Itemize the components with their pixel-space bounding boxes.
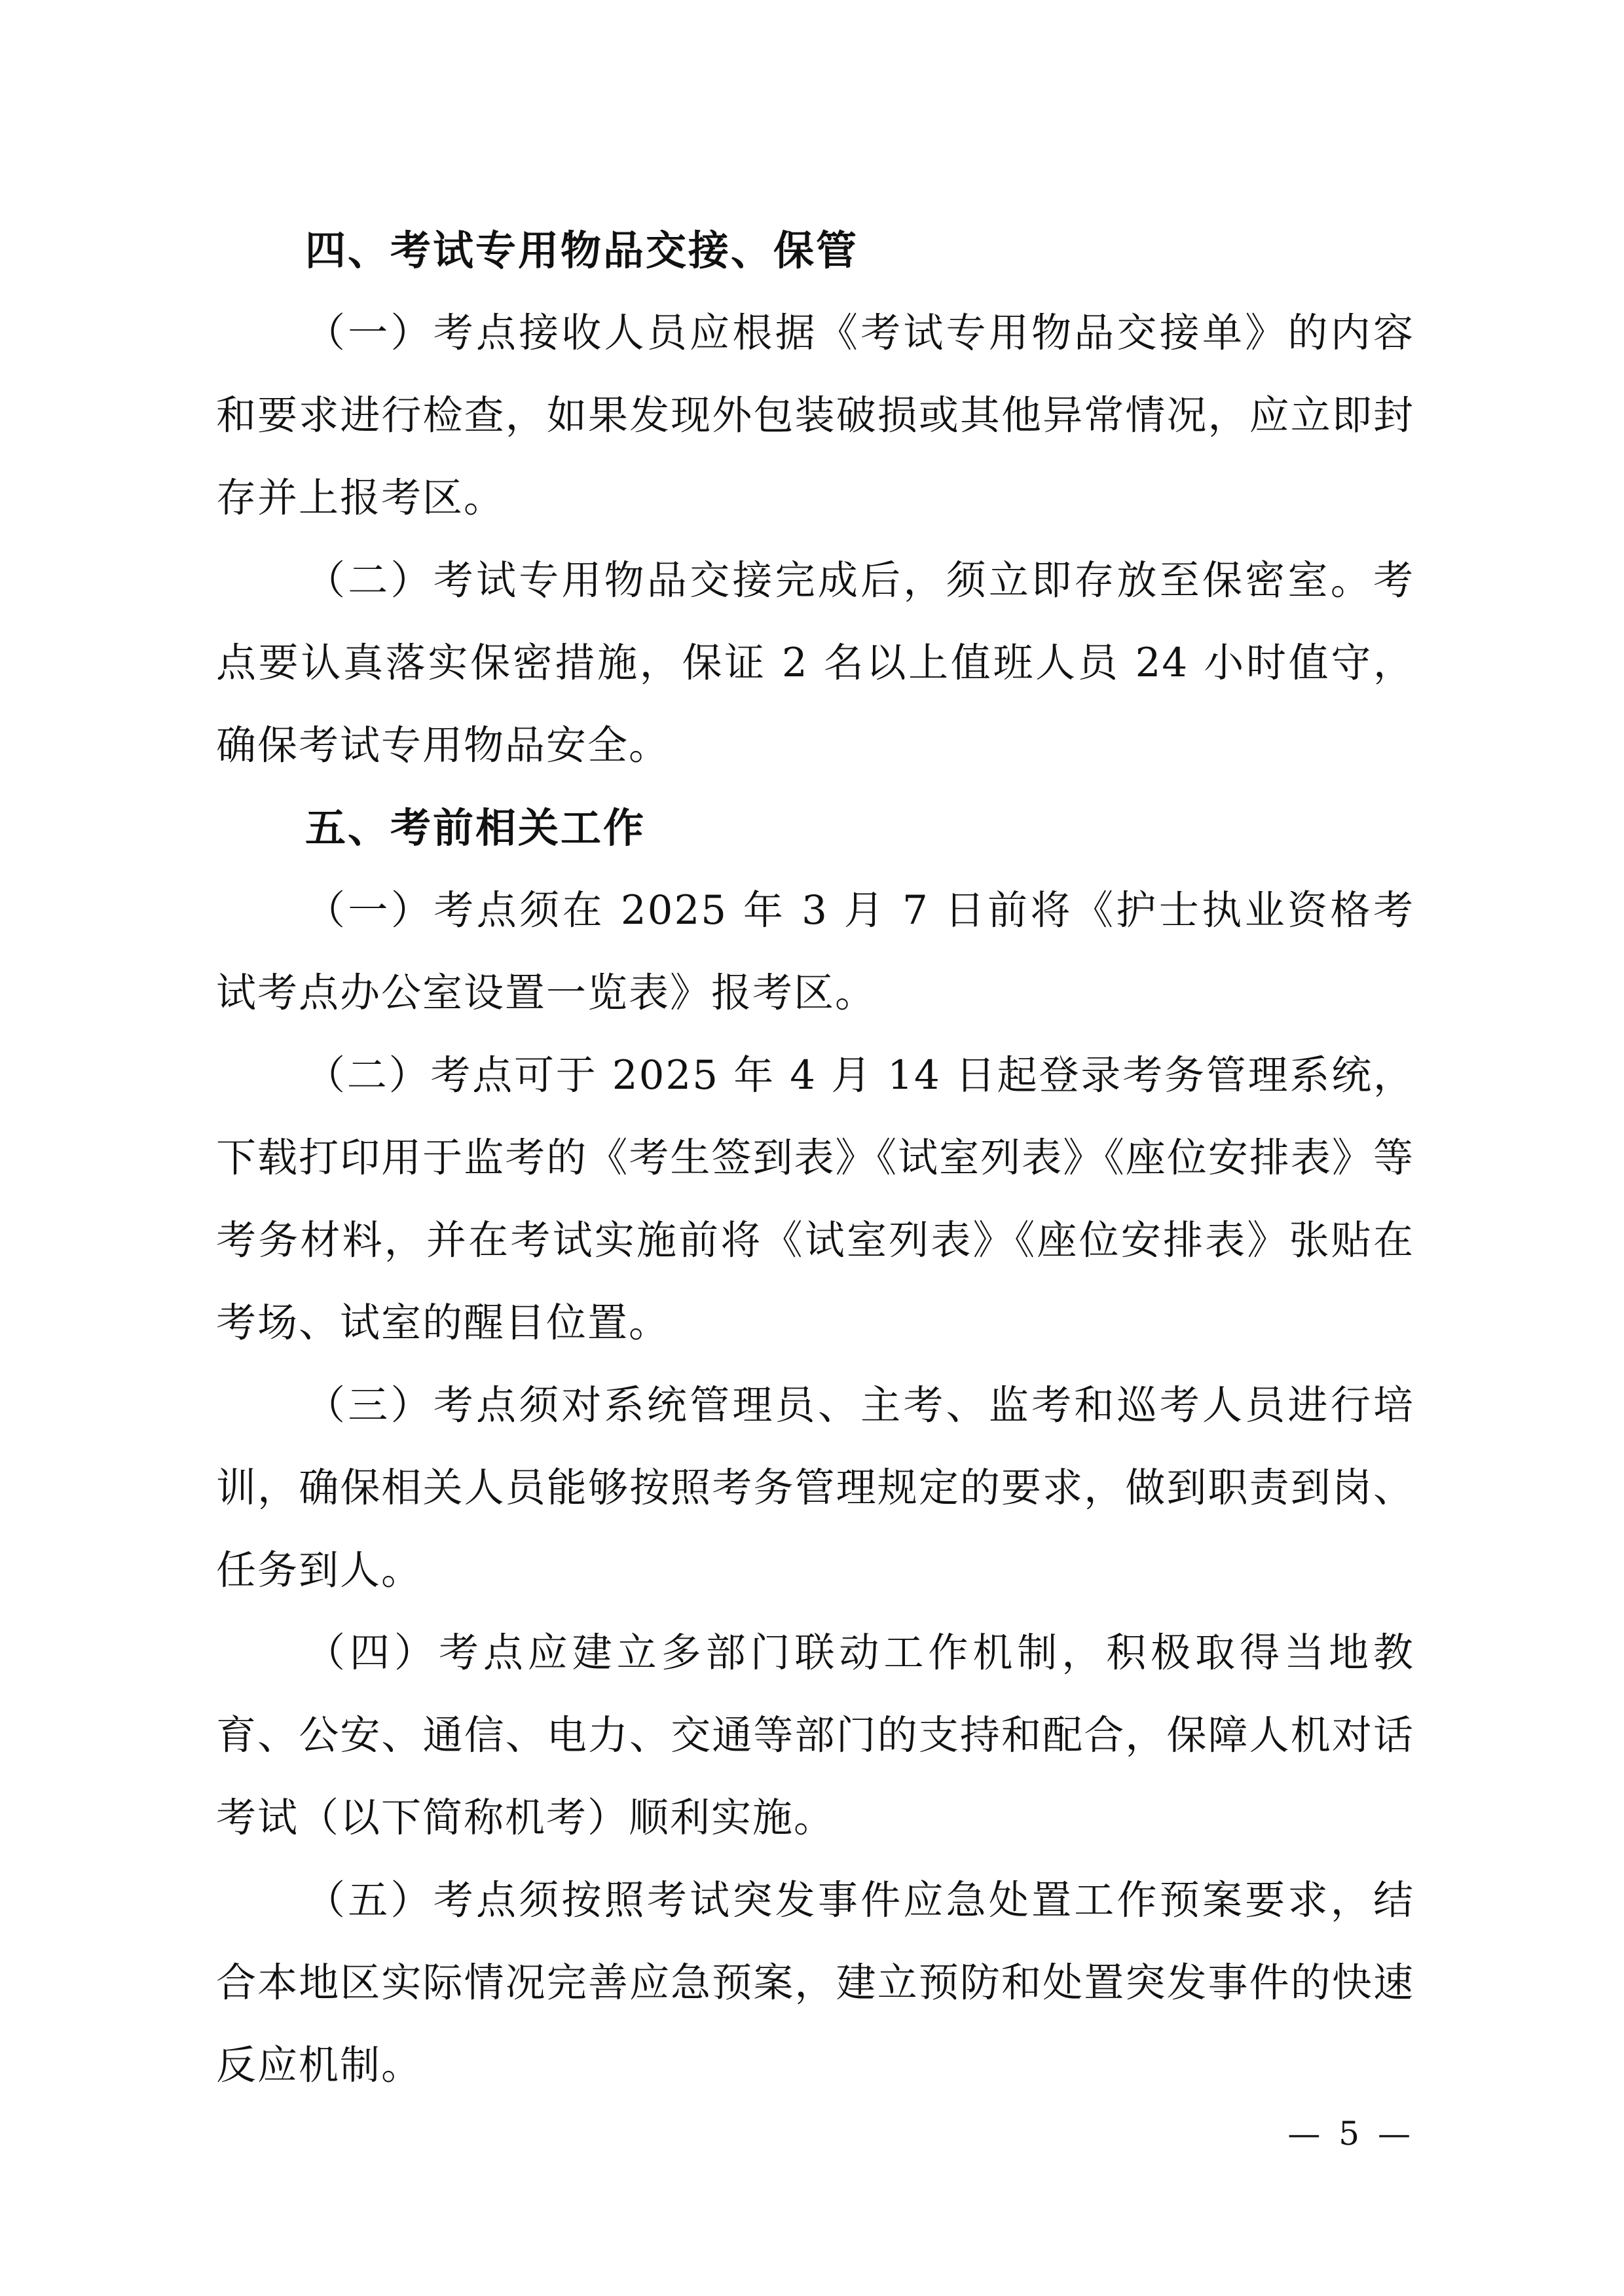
page-number: — 5 — xyxy=(1287,2115,1414,2153)
section-4-paragraph-2: （二）考试专用物品交接完成后，须立即存放至保密室。考点要认真落实保密措施，保证 2 名以上值班人员 24 小时值守，确保考试专用物品安全。 xyxy=(216,557,1414,769)
section-5-heading: 五、考前相关工作 xyxy=(305,804,646,852)
section-5-paragraph-1: （一）考点须在 2025 年 3 月 7 日前将《护士执业资格考试考点办公室设置一览表》报考区。 xyxy=(216,887,1414,1016)
section-5-paragraph-2: （二）考点可于 2025 年 4 月 14 日起登录考务管理系统，下载打印用于监考的《考生签到表》《试室列表》《座位安排表》等考务材料，并在考试实施前将《试室列表》《座位安排表》张贴在考场、试室的醒目位置。 xyxy=(216,1052,1414,1346)
section-5-paragraph-4: （四）考点应建立多部门联动工作机制，积极取得当地教育、公安、通信、电力、交通等部门的支持和配合，保障人机对话考试（以下简称机考）顺利实施。 xyxy=(216,1630,1414,1841)
section-4-paragraph-1: （一）考点接收人员应根据《考试专用物品交接单》的内容和要求进行检查，如果发现外包装破损或其他异常情况，应立即封存并上报考区。 xyxy=(216,310,1414,521)
section-5-paragraph-5: （五）考点须按照考试突发事件应急处置工作预案要求，结合本地区实际情况完善应急预案，建立预防和处置突发事件的快速反应机制。 xyxy=(216,1877,1414,2088)
section-5-paragraph-3: （三）考点须对系统管理员、主考、监考和巡考人员进行培训，确保相关人员能够按照考务管理规定的要求，做到职责到岗、任务到人。 xyxy=(216,1382,1414,1594)
section-4-heading: 四、考试专用物品交接、保管 xyxy=(305,227,859,274)
document-body xyxy=(216,210,1414,2107)
